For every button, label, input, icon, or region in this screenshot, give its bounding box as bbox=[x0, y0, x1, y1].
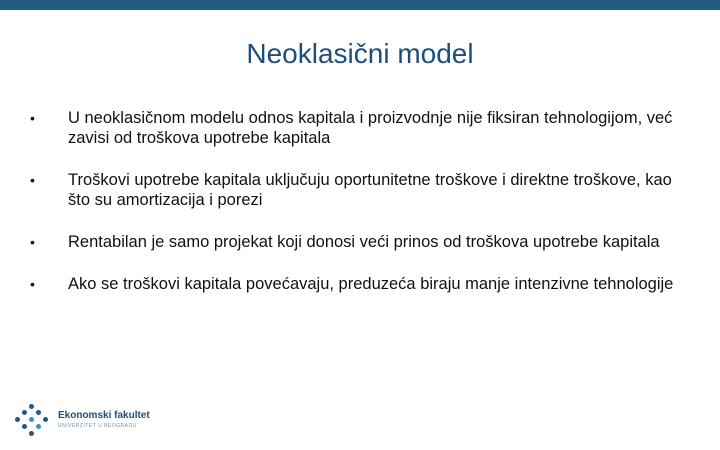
bullet-dot-icon: • bbox=[30, 110, 35, 126]
logo-dots-icon bbox=[14, 404, 50, 436]
bullet-dot-icon: • bbox=[30, 172, 35, 188]
logo-name: Ekonomski fakultet bbox=[58, 410, 150, 421]
slide-title: Neoklasični model bbox=[246, 38, 474, 69]
bullet-text: Rentabilan je samo projekat koji donosi veći prinos od troškova upotrebe kapitala bbox=[68, 233, 660, 251]
logo-subtitle: UNIVERZITET U BEOGRADU bbox=[58, 423, 137, 429]
bullet-dot-icon: • bbox=[30, 234, 35, 250]
bullet-list bbox=[30, 108, 690, 316]
top-accent-bar bbox=[0, 0, 720, 10]
bullet-item bbox=[30, 232, 690, 252]
bullet-dot-icon: • bbox=[30, 276, 35, 292]
faculty-logo bbox=[14, 404, 150, 436]
bullet-text: Troškovi upotrebe kapitala uključuju oportunitetne troškove i direktne troškove, kao što su amortizacija i porezi bbox=[68, 171, 672, 209]
bullet-item bbox=[30, 274, 690, 294]
bullet-item bbox=[30, 108, 690, 148]
bullet-text: U neoklasičnom modelu odnos kapitala i proizvodnje nije fiksiran tehnologijom, već zavisi od troškova upotrebe kapitala bbox=[68, 109, 673, 147]
bullet-item bbox=[30, 170, 690, 210]
logo-text bbox=[58, 410, 150, 430]
bullet-text: Ako se troškovi kapitala povećavaju, preduzeća biraju manje intenzivne tehnologije bbox=[68, 275, 674, 293]
